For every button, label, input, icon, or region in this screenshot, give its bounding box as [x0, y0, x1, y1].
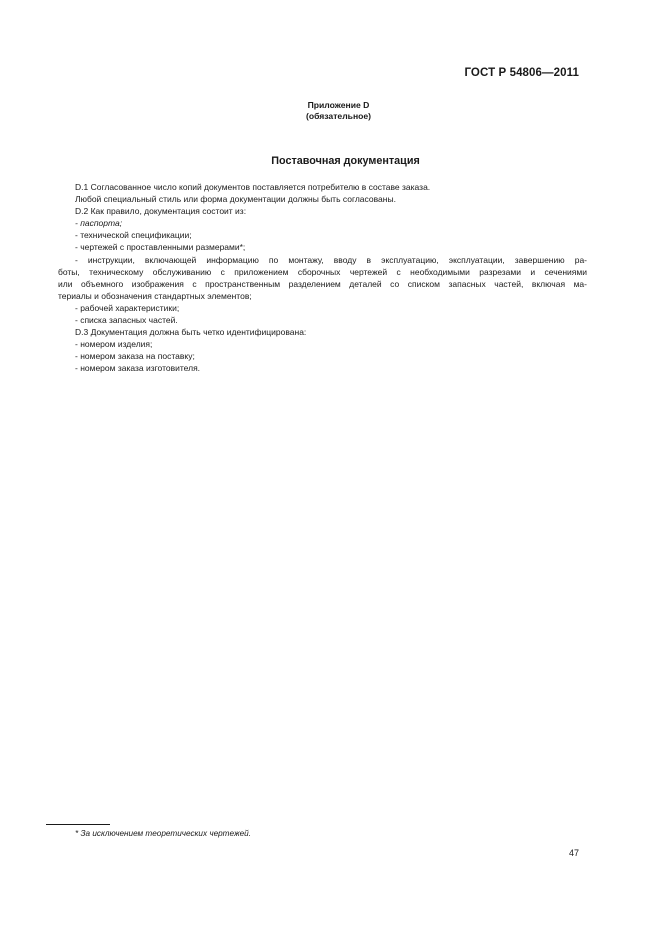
paragraph-d3: D.3 Документация должна быть четко идентифицирована: [75, 327, 307, 338]
page-number: 47 [568, 848, 579, 858]
body-text [58, 181, 587, 375]
paragraph-d1: D.1 Согласованное число копий документов поставляется потребителю в составе заказа. [75, 182, 431, 192]
paragraph-d2: D.2 Как правило, документация состоит из: [75, 206, 247, 217]
list-item-passport: - паспорта; [75, 218, 123, 229]
annex-label: Приложение D [307, 100, 370, 110]
footnote-divider [46, 824, 110, 825]
section-title: Поставочная документация [271, 155, 420, 167]
list-item-performance: - рабочей характеристики; [75, 302, 180, 313]
paragraph-style: Любой специальный стиль или форма документации должны быть согласованы. [75, 194, 396, 205]
list-item-drawings: - чертежей с проставленными размерами*; [75, 242, 246, 253]
list-item-order-number: - номером заказа на поставку; [75, 351, 195, 362]
footnote: * За исключением теоретических чертежей. [75, 829, 251, 838]
instructions-line-4: териалы и обозначения стандартных элементов; [58, 290, 252, 301]
instructions-line-2: боты, техническому обслуживанию с приложением сборочных чертежей с необходимыми разрезами и сечениями [58, 266, 587, 277]
list-item-product-number: - номером изделия; [75, 339, 153, 350]
list-item-spec: - технической спецификации; [75, 230, 192, 241]
instructions-line-1: - инструкции, включающей информацию по монтажу, вводу в эксплуатацию, эксплуатации, завершению ра- [75, 254, 587, 265]
document-code: ГОСТ Р 54806—2011 [464, 67, 579, 79]
instructions-line-3: или объемного изображения с пространственным разделением деталей со списком запасных частей, включая ма- [58, 278, 587, 289]
list-item-maker-order: - номером заказа изготовителя. [75, 363, 201, 374]
list-item-spares: - списка запасных частей. [75, 315, 178, 326]
annex-status: (обязательное) [305, 111, 372, 121]
